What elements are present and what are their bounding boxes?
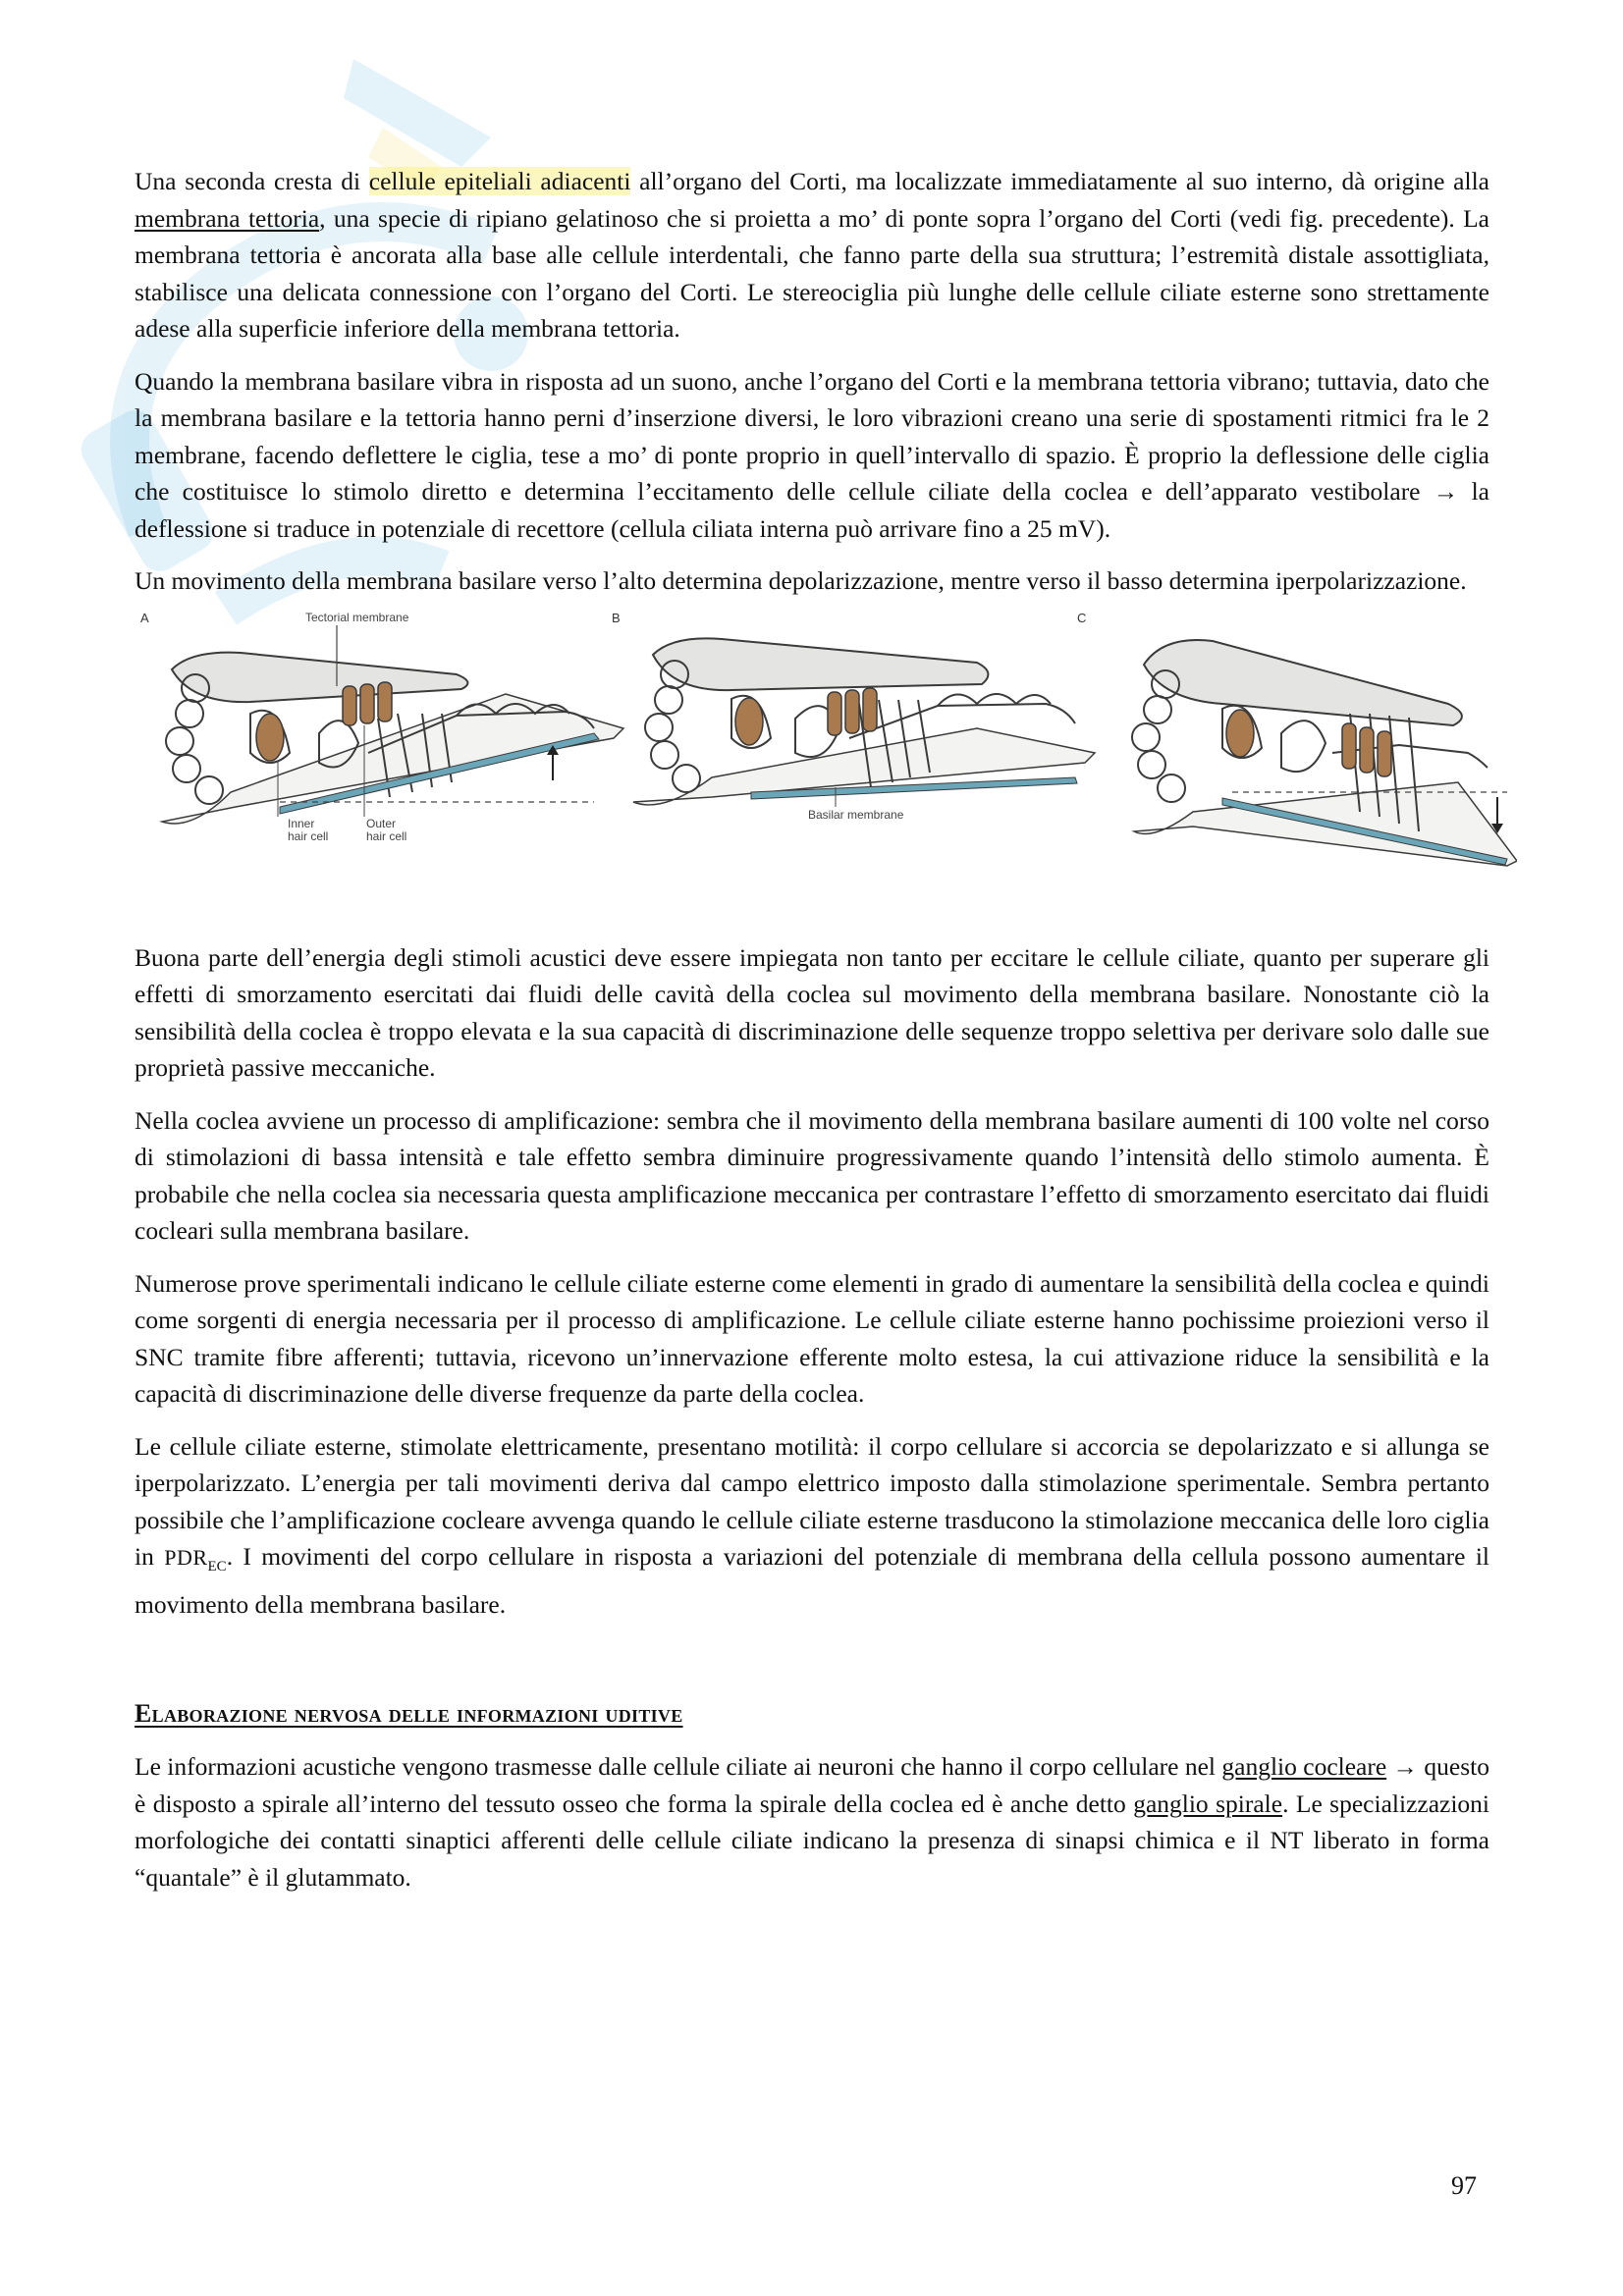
tectorial-membrane-b xyxy=(653,638,988,690)
paragraph-energia: Buona parte dell’energia degli stimoli acustici deve essere impiegata non tanto per eccitare le cellule ciliate, quanto per superare gli effetti di smorzamento esercitati dai fluidi delle cavità della coclea sul movimento della membrana basilare. Nonostante ciò la sensibilità della coclea è troppo elevata e la sua capacità di discriminazione delle sequenze troppo selettiva per derivare solo dalle sue proprietà passive meccaniche. xyxy=(135,942,1489,1082)
label-outer-line1: Outer xyxy=(366,816,397,830)
section-heading: Elaborazione nervosa delle informazioni uditive xyxy=(135,1699,683,1729)
paragraph-motilita xyxy=(135,1428,1489,1624)
label-inner-hair-cell xyxy=(288,818,328,843)
p7-text-a: Le cellule ciliate esterne, stimolate elettricamente, presentano motilità: il corpo cellulare si accorcia se depolarizzato e si allunga se iperpolarizzato. L’energia per tali movimenti deriva dal campo elettrico imposto dalla stimolazione sperimentale. Sembra pertanto possibile che l’amplificazione cocleare avvenga quando le cellule ciliate esterne trasducono la stimolazione meccanica delle loro ciglia in xyxy=(135,1431,1489,1571)
tectorial-membrane-a xyxy=(172,652,467,701)
panel-label-c: C xyxy=(1077,610,1087,625)
paragraph-amplificazione: Nella coclea avviene un processo di amplificazione: sembra che il movimento della membrana basilare aumenti di 100 volte nel corso di stimolazioni di bassa intensità e tale effetto sembra diminuire progressivamente quando l’intensità dello stimolo aumenta. È probabile che nella coclea sia necessaria questa amplificazione meccanica per contrastare l’effetto di smorzamento esercitato dai fluidi cocleari sulla membrana basilare. xyxy=(135,1105,1489,1245)
inner-hair-cell-c xyxy=(1226,710,1254,757)
p1-text-c: all’organo del Corti, ma localizzate immediatamente al suo interno, dà origine alla xyxy=(630,167,1489,195)
p1-text-e: , una specie di ripiano gelatinoso che si proietta a mo’ di ponte sopra l’organo del Corti (vedi fig. precedente). La membrana tettoria è ancorata alla base alle cellule interdentali, che fanno parte della sua struttura; l’estremità distale assottigliata, stabilisce una delicata connessione con l’organo del Corti. Le stereociglia più lunghe delle cellule ciliate esterne sono strettamente adese alla superficie inferiore della membrana tettoria. xyxy=(135,203,1489,343)
paragraph-vibrazione: Quando la membrana basilare vibra in risposta ad un suono, anche l’organo del Corti e la membrana tettoria vibrano; tuttavia, dato che la membrana basilare e la tettoria hanno perni d’inserzione diversi, le loro vibrazioni creano una serie di spostamenti ritmici fra le 2 membrane, facendo deflettere le ciglia, tese a mo’ di ponte proprio in quell’intervallo di spazio. È proprio la deflessione delle ciglia che costituisce lo stimolo diretto e determina l’eccitamento delle cellule ciliate della coclea e dell’apparato vestibolare → la deflessione si traduce in potenziale di recettore (cellula ciliata interna può arrivare fino a 25 mV). xyxy=(135,366,1489,543)
figure-hair-cell-deflection xyxy=(133,606,1517,881)
inner-hair-cell-a xyxy=(256,714,284,761)
figure-spacer xyxy=(135,881,1489,939)
paragraph-ganglio xyxy=(135,1748,1489,1896)
page-number: 97 xyxy=(1451,2171,1477,2200)
paragraph-membrana-tettoria xyxy=(135,163,1489,347)
tectorial-membrane-c xyxy=(1144,640,1462,725)
label-inner-line2: hair cell xyxy=(288,828,329,843)
label-basilar-membrane: Basilar membrane xyxy=(808,807,904,822)
term-pdr-subscript: EC xyxy=(207,1559,227,1575)
term-ganglio-spirale: ganglio spirale xyxy=(1133,1789,1283,1818)
label-tectorial-membrane: Tectorial membrane xyxy=(305,610,409,624)
figure-drawing xyxy=(133,606,1517,881)
term-membrana-tettoria: membrana tettoria xyxy=(135,203,320,233)
panel-label-a: A xyxy=(140,610,149,625)
p1-text-a: Una seconda cresta di xyxy=(135,167,369,195)
p8-text-c: → questo è disposto a spirale all’interno del tessuto osseo che forma la spirale della coclea ed è anche detto xyxy=(135,1752,1489,1818)
label-inner-line1: Inner xyxy=(288,816,315,830)
term-ganglio-cocleare: ganglio cocleare xyxy=(1221,1752,1387,1782)
paragraph-depolarizzazione: Un movimento della membrana basilare verso l’alto determina depolarizzazione, mentre verso il basso determina iperpolarizzazione. xyxy=(135,566,1467,595)
p8-text-a: Le informazioni acustiche vengono trasmesse dalle cellule ciliate ai neuroni che hanno il corpo cellulare nel xyxy=(135,1752,1222,1782)
panel-c-drawing xyxy=(1132,640,1517,866)
paragraph-cellule-esterne: Numerose prove sperimentali indicano le cellule ciliate esterne come elementi in grado di aumentare la sensibilità della coclea e quindi come sorgenti di energia necessaria per il processo di amplificazione. Le cellule ciliate esterne hanno pochissime proiezioni verso il SNC tramite fibre afferenti; tuttavia, ricevono un’innervazione efferente molto estesa, la cui attivazione riduce la sensibilità e la capacità di discriminazione delle diverse frequenze da parte della coclea. xyxy=(135,1268,1489,1408)
p7-text-c: . I movimenti del corpo cellulare in risposta a variazioni del potenziale di membrana della cellula possono aumentare il movimento della membrana basilare. xyxy=(135,1542,1489,1619)
p8-text-e: . Le specializzazioni morfologiche dei contatti sinaptici afferenti delle cellule ciliate indicano la presenza di sinapsi chimica e il NT liberato in forma “quantale” è il glutammato. xyxy=(135,1789,1490,1892)
label-outer-hair-cell xyxy=(366,818,406,843)
p1-highlight: cellule epiteliali adiacenti xyxy=(368,167,631,195)
panel-a-drawing xyxy=(162,625,623,824)
label-outer-line2: hair cell xyxy=(366,828,407,843)
panel-b-drawing xyxy=(633,638,1095,807)
term-pdr: PDR xyxy=(164,1545,208,1570)
page-content xyxy=(135,163,1489,1911)
inner-hair-cell-b xyxy=(735,698,763,745)
panel-label-b: B xyxy=(612,610,621,625)
